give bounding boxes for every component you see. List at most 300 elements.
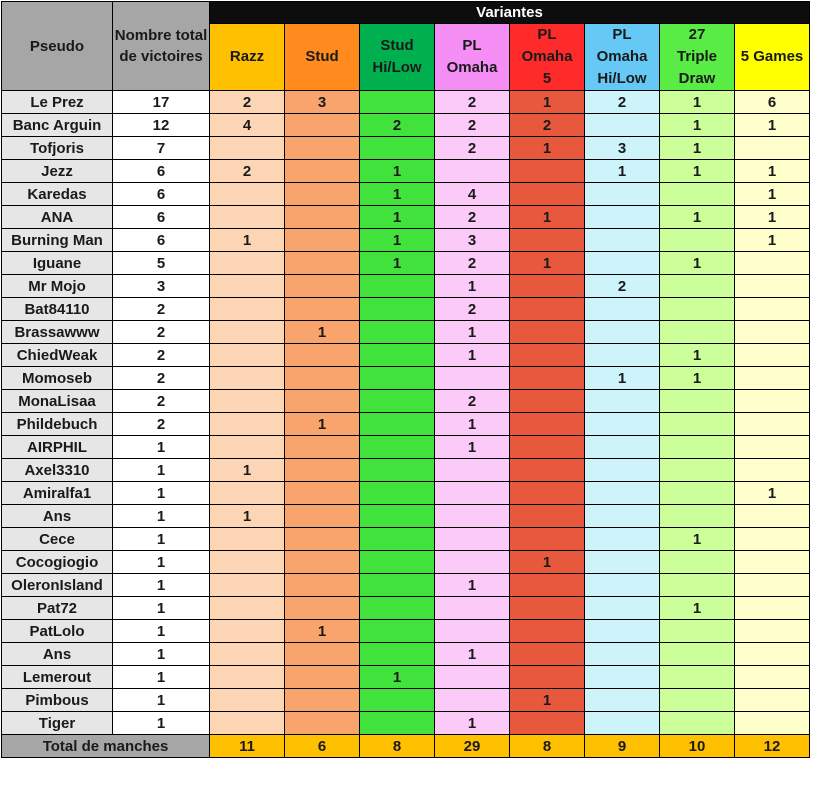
variant-cell-pl_omaha5 [510, 574, 585, 597]
variant-cell-razz [210, 551, 285, 574]
table-row [2, 206, 810, 229]
total-victories-cell: 1 [113, 666, 210, 689]
variant-cell-razz [210, 137, 285, 160]
variant-cell-pl_omaha5 [510, 229, 585, 252]
total-victories-cell: 17 [113, 91, 210, 114]
variant-cell-triple_draw: 1 [660, 528, 735, 551]
variant-cell-triple_draw: 1 [660, 344, 735, 367]
variant-cell-pl_omaha5 [510, 528, 585, 551]
variant-cell-stud [285, 367, 360, 390]
variant-cell-pl_omaha5 [510, 505, 585, 528]
header-variant-razz [210, 24, 285, 91]
variant-cell-pl_omaha: 3 [435, 229, 510, 252]
variant-cell-pl_omaha_hilo [585, 528, 660, 551]
total-cell-triple_draw: 10 [660, 735, 735, 758]
variant-cell-stud_hilo [360, 413, 435, 436]
table-row [2, 643, 810, 666]
pseudo-cell: ANA [2, 206, 113, 229]
variant-cell-pl_omaha [435, 689, 510, 712]
table-row [2, 298, 810, 321]
total-victories-cell: 1 [113, 574, 210, 597]
total-victories-cell: 6 [113, 183, 210, 206]
pseudo-cell: Tofjoris [2, 137, 113, 160]
variant-cell-triple_draw: 1 [660, 114, 735, 137]
variant-cell-pl_omaha: 4 [435, 183, 510, 206]
table-row [2, 160, 810, 183]
variant-cell-pl_omaha5: 1 [510, 137, 585, 160]
variant-cell-stud [285, 298, 360, 321]
total-cell-pl_omaha_hilo: 9 [585, 735, 660, 758]
pseudo-cell: MonaLisaa [2, 390, 113, 413]
variant-cell-pl_omaha_hilo: 1 [585, 160, 660, 183]
variant-cell-triple_draw: 1 [660, 252, 735, 275]
variant-cell-stud_hilo [360, 321, 435, 344]
pseudo-cell: Banc Arguin [2, 114, 113, 137]
variant-cell-stud_hilo [360, 597, 435, 620]
variant-cell-five_games [735, 643, 810, 666]
pseudo-cell: ChiedWeak [2, 344, 113, 367]
total-victories-cell: 2 [113, 367, 210, 390]
total-victories-cell: 6 [113, 206, 210, 229]
variant-cell-pl_omaha_hilo [585, 321, 660, 344]
variant-cell-razz [210, 689, 285, 712]
variant-cell-razz [210, 482, 285, 505]
variant-cell-pl_omaha_hilo [585, 482, 660, 505]
variant-cell-stud: 1 [285, 620, 360, 643]
variant-cell-razz [210, 367, 285, 390]
table-row [2, 620, 810, 643]
variant-cell-pl_omaha: 1 [435, 275, 510, 298]
variant-cell-triple_draw [660, 275, 735, 298]
pseudo-cell: Ans [2, 643, 113, 666]
variant-cell-stud_hilo [360, 91, 435, 114]
variant-cell-five_games [735, 551, 810, 574]
variant-cell-triple_draw [660, 321, 735, 344]
variant-cell-pl_omaha_hilo [585, 229, 660, 252]
header-variant-label-line: Stud [380, 37, 414, 54]
header-variant-stud [285, 24, 360, 91]
header-variant-label-line: Stud [305, 48, 339, 65]
variant-cell-triple_draw [660, 620, 735, 643]
variant-cell-pl_omaha: 1 [435, 413, 510, 436]
variant-cell-pl_omaha_hilo [585, 643, 660, 666]
variant-cell-stud_hilo [360, 643, 435, 666]
variant-cell-pl_omaha5 [510, 390, 585, 413]
variant-cell-pl_omaha_hilo [585, 436, 660, 459]
variant-cell-stud [285, 482, 360, 505]
variant-cell-stud: 1 [285, 413, 360, 436]
header-variant-pl_omaha5 [510, 24, 585, 91]
total-victories-cell: 1 [113, 436, 210, 459]
variant-cell-five_games [735, 390, 810, 413]
variant-cell-razz [210, 597, 285, 620]
variant-cell-five_games [735, 344, 810, 367]
variant-cell-triple_draw: 1 [660, 137, 735, 160]
variant-cell-triple_draw [660, 390, 735, 413]
table-row [2, 413, 810, 436]
table-row [2, 114, 810, 137]
variant-cell-stud [285, 114, 360, 137]
variant-cell-pl_omaha [435, 551, 510, 574]
variant-cell-five_games [735, 436, 810, 459]
variant-cell-stud [285, 689, 360, 712]
variant-cell-stud_hilo [360, 344, 435, 367]
variant-cell-five_games [735, 712, 810, 735]
variant-cell-stud_hilo [360, 551, 435, 574]
variant-cell-pl_omaha_hilo [585, 620, 660, 643]
variant-cell-pl_omaha_hilo [585, 206, 660, 229]
variant-cell-razz [210, 344, 285, 367]
header-variant-label-line: Omaha [596, 48, 648, 65]
total-cell-pl_omaha: 29 [435, 735, 510, 758]
header-variant-label-line: PL [462, 37, 482, 54]
pseudo-cell: OleronIsland [2, 574, 113, 597]
variant-cell-five_games [735, 459, 810, 482]
variant-cell-triple_draw [660, 643, 735, 666]
variant-cell-pl_omaha: 2 [435, 252, 510, 275]
header-variant-label-line: Draw [678, 70, 716, 87]
variant-cell-triple_draw [660, 413, 735, 436]
total-victories-cell: 6 [113, 229, 210, 252]
total-victories-cell: 1 [113, 528, 210, 551]
table-row [2, 436, 810, 459]
variant-cell-razz [210, 643, 285, 666]
header-variant-label-line: Razz [229, 48, 265, 65]
variant-cell-five_games [735, 505, 810, 528]
header-banner-row [2, 2, 810, 24]
variant-cell-triple_draw [660, 574, 735, 597]
variant-cell-pl_omaha5 [510, 367, 585, 390]
variant-cell-stud_hilo [360, 689, 435, 712]
variant-cell-triple_draw: 1 [660, 91, 735, 114]
variant-cell-five_games [735, 137, 810, 160]
variant-cell-pl_omaha: 1 [435, 643, 510, 666]
variant-cell-pl_omaha_hilo [585, 344, 660, 367]
variant-cell-pl_omaha_hilo: 3 [585, 137, 660, 160]
variant-cell-pl_omaha5 [510, 321, 585, 344]
table-row [2, 91, 810, 114]
header-variant-label-line: PL [612, 26, 632, 43]
variant-cell-pl_omaha5 [510, 643, 585, 666]
variant-cell-stud [285, 597, 360, 620]
table-row [2, 551, 810, 574]
pseudo-cell: Bat84110 [2, 298, 113, 321]
header-variants-banner: Variantes [210, 2, 810, 24]
variant-cell-stud_hilo: 2 [360, 114, 435, 137]
variant-cell-five_games [735, 321, 810, 344]
variant-cell-razz [210, 298, 285, 321]
variant-cell-pl_omaha5 [510, 160, 585, 183]
variant-cell-five_games [735, 620, 810, 643]
variant-cell-pl_omaha: 1 [435, 321, 510, 344]
pseudo-cell: Axel3310 [2, 459, 113, 482]
variant-cell-pl_omaha: 1 [435, 344, 510, 367]
player-rows [2, 91, 810, 735]
variant-cell-stud_hilo [360, 505, 435, 528]
variant-cell-pl_omaha [435, 367, 510, 390]
total-victories-cell: 1 [113, 643, 210, 666]
table-row [2, 137, 810, 160]
variant-cell-stud [285, 574, 360, 597]
variant-cell-triple_draw [660, 551, 735, 574]
variant-cell-pl_omaha: 1 [435, 574, 510, 597]
variant-cell-pl_omaha: 2 [435, 298, 510, 321]
variant-cell-stud_hilo [360, 574, 435, 597]
variant-cell-stud [285, 183, 360, 206]
variant-cell-pl_omaha_hilo [585, 413, 660, 436]
variant-cell-triple_draw: 1 [660, 206, 735, 229]
variant-cell-triple_draw [660, 229, 735, 252]
header-variant-label-line: Hi/Low [372, 59, 422, 76]
total-cell-stud_hilo: 8 [360, 735, 435, 758]
total-victories-cell: 7 [113, 137, 210, 160]
variant-cell-pl_omaha5 [510, 413, 585, 436]
variant-cell-five_games [735, 275, 810, 298]
variant-cell-pl_omaha_hilo: 1 [585, 367, 660, 390]
total-victories-cell: 1 [113, 712, 210, 735]
variant-cell-pl_omaha_hilo [585, 689, 660, 712]
header-variant-label-line: 27 [688, 26, 706, 43]
variant-cell-pl_omaha5: 1 [510, 551, 585, 574]
variant-cell-pl_omaha5 [510, 183, 585, 206]
variant-cell-pl_omaha: 2 [435, 206, 510, 229]
variant-cell-pl_omaha: 2 [435, 137, 510, 160]
table-row [2, 367, 810, 390]
variant-cell-five_games: 1 [735, 183, 810, 206]
variant-cell-stud_hilo [360, 275, 435, 298]
pseudo-cell: Momoseb [2, 367, 113, 390]
variant-cell-stud [285, 505, 360, 528]
variant-cell-five_games: 1 [735, 114, 810, 137]
header-variant-label-line: Omaha [521, 48, 573, 65]
variant-cell-stud_hilo [360, 436, 435, 459]
variant-cell-triple_draw: 1 [660, 597, 735, 620]
variant-cell-stud [285, 275, 360, 298]
variant-cell-razz: 2 [210, 160, 285, 183]
total-victories-cell: 1 [113, 689, 210, 712]
variant-cell-razz [210, 252, 285, 275]
variant-cell-five_games: 1 [735, 482, 810, 505]
total-victories-cell: 12 [113, 114, 210, 137]
table-row [2, 229, 810, 252]
header-variant-label-line: 5 [542, 70, 552, 87]
variant-cell-pl_omaha5: 1 [510, 206, 585, 229]
table-row [2, 666, 810, 689]
variant-cell-pl_omaha_hilo: 2 [585, 91, 660, 114]
total-victories-cell: 1 [113, 551, 210, 574]
scoreboard-table [1, 1, 810, 758]
variant-cell-pl_omaha5: 1 [510, 252, 585, 275]
variant-cell-pl_omaha5 [510, 620, 585, 643]
variant-cell-pl_omaha_hilo [585, 298, 660, 321]
variant-cell-razz [210, 321, 285, 344]
variant-cell-razz [210, 275, 285, 298]
variant-cell-pl_omaha5 [510, 344, 585, 367]
table-row [2, 528, 810, 551]
table-row [2, 252, 810, 275]
variant-cell-stud [285, 528, 360, 551]
pseudo-cell: Brassawww [2, 321, 113, 344]
table-row [2, 321, 810, 344]
variant-cell-stud_hilo [360, 712, 435, 735]
table-row [2, 482, 810, 505]
table-row [2, 597, 810, 620]
variant-cell-razz [210, 390, 285, 413]
variant-cell-five_games [735, 413, 810, 436]
variant-cell-pl_omaha_hilo [585, 390, 660, 413]
variant-cell-pl_omaha: 2 [435, 114, 510, 137]
variant-cell-stud [285, 137, 360, 160]
variant-cell-triple_draw [660, 689, 735, 712]
pseudo-cell: Le Prez [2, 91, 113, 114]
variant-cell-stud [285, 459, 360, 482]
variant-cell-pl_omaha_hilo [585, 551, 660, 574]
variant-cell-stud [285, 643, 360, 666]
variant-cell-stud_hilo [360, 459, 435, 482]
total-victories-cell: 1 [113, 597, 210, 620]
variant-cell-pl_omaha5: 1 [510, 689, 585, 712]
variant-cell-stud [285, 390, 360, 413]
variant-cell-pl_omaha [435, 482, 510, 505]
variant-cell-five_games [735, 252, 810, 275]
variant-cell-pl_omaha_hilo [585, 252, 660, 275]
variant-cell-pl_omaha [435, 597, 510, 620]
variant-cell-pl_omaha [435, 620, 510, 643]
variant-cell-stud [285, 666, 360, 689]
total-cell-pl_omaha5: 8 [510, 735, 585, 758]
variant-cell-pl_omaha: 1 [435, 712, 510, 735]
header-pseudo: Pseudo [2, 2, 113, 91]
variant-cell-triple_draw: 1 [660, 367, 735, 390]
variant-cell-stud_hilo [360, 390, 435, 413]
variant-cell-razz [210, 712, 285, 735]
pseudo-cell: Phildebuch [2, 413, 113, 436]
variant-cell-razz [210, 666, 285, 689]
total-victories-cell: 5 [113, 252, 210, 275]
variant-cell-stud_hilo [360, 367, 435, 390]
header-variant-pl_omaha [435, 24, 510, 91]
pseudo-cell: Ans [2, 505, 113, 528]
variant-cell-five_games [735, 597, 810, 620]
variant-cell-stud [285, 160, 360, 183]
total-victories-cell: 2 [113, 298, 210, 321]
total-victories-cell: 2 [113, 390, 210, 413]
total-victories-cell: 2 [113, 413, 210, 436]
table-row [2, 689, 810, 712]
variant-cell-razz [210, 574, 285, 597]
variant-cell-pl_omaha_hilo [585, 666, 660, 689]
variant-cell-stud_hilo [360, 137, 435, 160]
pseudo-cell: Pat72 [2, 597, 113, 620]
variant-cell-five_games: 1 [735, 206, 810, 229]
variant-cell-triple_draw [660, 459, 735, 482]
variant-cell-razz: 4 [210, 114, 285, 137]
variant-cell-pl_omaha5 [510, 298, 585, 321]
pseudo-cell: Tiger [2, 712, 113, 735]
variant-cell-five_games [735, 689, 810, 712]
variant-cell-stud [285, 436, 360, 459]
variant-cell-stud_hilo: 1 [360, 229, 435, 252]
pseudo-cell: Cocogiogio [2, 551, 113, 574]
variant-cell-stud [285, 252, 360, 275]
variant-cell-pl_omaha [435, 505, 510, 528]
variant-cell-five_games: 1 [735, 160, 810, 183]
variant-cell-stud [285, 551, 360, 574]
variant-cell-pl_omaha_hilo [585, 459, 660, 482]
pseudo-cell: Lemerout [2, 666, 113, 689]
header-variant-five_games [735, 24, 810, 91]
total-victories-cell: 1 [113, 620, 210, 643]
table-row [2, 574, 810, 597]
variant-cell-triple_draw [660, 712, 735, 735]
variant-cell-pl_omaha5: 1 [510, 91, 585, 114]
header-variant-label-line: Omaha [446, 59, 498, 76]
variant-cell-pl_omaha [435, 459, 510, 482]
variant-cell-stud: 1 [285, 321, 360, 344]
variant-cell-pl_omaha_hilo [585, 183, 660, 206]
variant-cell-stud_hilo: 1 [360, 183, 435, 206]
total-row [2, 735, 810, 758]
variant-cell-razz: 1 [210, 459, 285, 482]
header-variant-label-line: Triple [676, 48, 717, 65]
table-row [2, 183, 810, 206]
variant-cell-pl_omaha_hilo: 2 [585, 275, 660, 298]
total-victories-cell: 1 [113, 505, 210, 528]
header-variant-pl_omaha_hilo [585, 24, 660, 91]
pseudo-cell: Amiralfa1 [2, 482, 113, 505]
variant-cell-pl_omaha5 [510, 712, 585, 735]
table-row [2, 505, 810, 528]
total-cell-razz: 11 [210, 735, 285, 758]
total-victories-cell: 3 [113, 275, 210, 298]
variant-cell-pl_omaha_hilo [585, 114, 660, 137]
variant-cell-pl_omaha5 [510, 482, 585, 505]
pseudo-cell: Cece [2, 528, 113, 551]
table-row [2, 459, 810, 482]
table-row [2, 390, 810, 413]
total-victories-cell: 2 [113, 321, 210, 344]
variant-cell-triple_draw: 1 [660, 160, 735, 183]
variant-cell-razz [210, 528, 285, 551]
total-cell-stud: 6 [285, 735, 360, 758]
total-label: Total de manches [2, 735, 210, 758]
table-row [2, 712, 810, 735]
variant-cell-pl_omaha5 [510, 666, 585, 689]
table-row [2, 344, 810, 367]
variant-cell-razz: 2 [210, 91, 285, 114]
variant-cell-razz [210, 183, 285, 206]
variant-cell-triple_draw [660, 183, 735, 206]
variant-cell-triple_draw [660, 298, 735, 321]
variant-cell-stud_hilo: 1 [360, 160, 435, 183]
pseudo-cell: PatLolo [2, 620, 113, 643]
pseudo-cell: Pimbous [2, 689, 113, 712]
variant-cell-stud [285, 229, 360, 252]
pseudo-cell: Mr Mojo [2, 275, 113, 298]
variant-cell-pl_omaha [435, 666, 510, 689]
header-variant-triple_draw [660, 24, 735, 91]
header-variant-label-line: 5 Games [740, 48, 804, 65]
variant-cell-five_games [735, 298, 810, 321]
variant-cell-five_games [735, 367, 810, 390]
variant-cell-razz [210, 413, 285, 436]
variant-cell-stud [285, 344, 360, 367]
variant-cell-stud_hilo: 1 [360, 206, 435, 229]
pseudo-cell: Iguane [2, 252, 113, 275]
variant-cell-triple_draw [660, 505, 735, 528]
variant-cell-five_games [735, 528, 810, 551]
variant-cell-pl_omaha5 [510, 275, 585, 298]
